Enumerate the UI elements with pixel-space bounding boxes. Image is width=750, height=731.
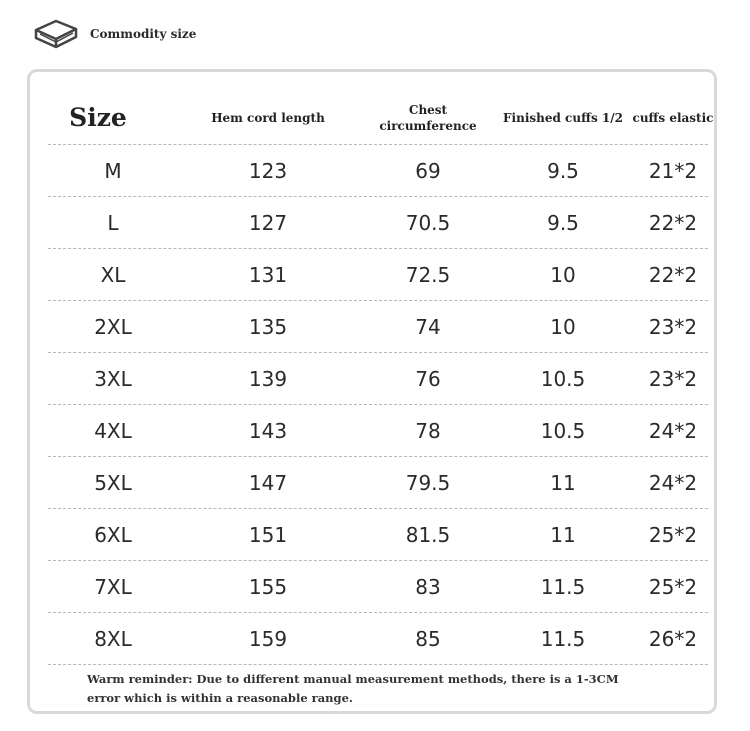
cell-hem-cord-length: 123 <box>248 158 288 183</box>
cell-size: 5XL <box>94 470 132 495</box>
header-cuffs-elastic: cuffs elastic <box>632 111 714 125</box>
cell-finished-cuffs: 10 <box>550 314 576 339</box>
cell-chest-circumference: 70.5 <box>405 210 451 235</box>
cell-chest-circumference: 83 <box>415 574 441 599</box>
cell-finished-cuffs: 10.5 <box>540 418 586 443</box>
table-row <box>48 561 708 613</box>
cell-finished-cuffs: 11 <box>550 522 576 547</box>
header-hem-cord-length: Hem cord length <box>211 111 325 125</box>
table-row <box>48 405 708 457</box>
cell-hem-cord-length: 147 <box>248 470 288 495</box>
table-row <box>48 197 708 249</box>
cell-cuffs-elastic: 22*2 <box>648 262 698 287</box>
size-table <box>48 92 714 665</box>
cell-size: 2XL <box>94 314 132 339</box>
cell-cuffs-elastic: 25*2 <box>648 574 698 599</box>
table-header-row <box>48 92 714 145</box>
header-chest-circumference: Chest circumference <box>379 103 477 133</box>
cell-finished-cuffs: 10.5 <box>540 366 586 391</box>
warm-reminder: Warm reminder: Due to different manual measurement methods, there is a 1-3CM error which is within a reasonable range. <box>87 672 619 705</box>
table-row <box>48 509 708 561</box>
cell-chest-circumference: 79.5 <box>405 470 451 495</box>
cell-cuffs-elastic: 23*2 <box>648 314 698 339</box>
cell-cuffs-elastic: 24*2 <box>648 470 698 495</box>
cell-chest-circumference: 74 <box>415 314 441 339</box>
cell-cuffs-elastic: 24*2 <box>648 418 698 443</box>
table-row <box>48 613 708 665</box>
cell-cuffs-elastic: 22*2 <box>648 210 698 235</box>
size-chart-card <box>27 69 717 714</box>
cell-hem-cord-length: 143 <box>248 418 288 443</box>
cell-chest-circumference: 81.5 <box>405 522 451 547</box>
table-row <box>48 145 708 197</box>
cell-chest-circumference: 85 <box>415 626 441 651</box>
cell-cuffs-elastic: 25*2 <box>648 522 698 547</box>
cell-hem-cord-length: 135 <box>248 314 288 339</box>
table-row <box>48 353 708 405</box>
cell-hem-cord-length: 127 <box>248 210 288 235</box>
cell-finished-cuffs: 9.5 <box>547 158 579 183</box>
header-size: Size <box>69 103 127 132</box>
cell-hem-cord-length: 151 <box>248 522 288 547</box>
cell-size: 7XL <box>94 574 132 599</box>
cell-size: 4XL <box>94 418 132 443</box>
cell-chest-circumference: 78 <box>415 418 441 443</box>
section-title: Commodity size <box>90 27 197 41</box>
cell-size: 6XL <box>94 522 132 547</box>
cell-cuffs-elastic: 26*2 <box>648 626 698 651</box>
cell-hem-cord-length: 139 <box>248 366 288 391</box>
cell-chest-circumference: 72.5 <box>405 262 451 287</box>
cell-size: M <box>104 158 122 183</box>
book-icon <box>32 16 80 52</box>
section-header <box>32 14 196 54</box>
table-row <box>48 457 708 509</box>
cell-hem-cord-length: 159 <box>248 626 288 651</box>
table-row <box>48 301 708 353</box>
cell-finished-cuffs: 11 <box>550 470 576 495</box>
cell-size: 3XL <box>94 366 132 391</box>
cell-finished-cuffs: 11.5 <box>540 626 586 651</box>
cell-hem-cord-length: 155 <box>248 574 288 599</box>
cell-finished-cuffs: 9.5 <box>547 210 579 235</box>
cell-finished-cuffs: 10 <box>550 262 576 287</box>
cell-size: XL <box>100 262 126 287</box>
cell-cuffs-elastic: 23*2 <box>648 366 698 391</box>
cell-size: L <box>107 210 119 235</box>
cell-chest-circumference: 69 <box>415 158 441 183</box>
cell-chest-circumference: 76 <box>415 366 441 391</box>
cell-hem-cord-length: 131 <box>248 262 288 287</box>
cell-cuffs-elastic: 21*2 <box>648 158 698 183</box>
cell-size: 8XL <box>94 626 132 651</box>
table-row <box>48 249 708 301</box>
cell-finished-cuffs: 11.5 <box>540 574 586 599</box>
header-finished-cuffs: Finished cuffs 1/2 <box>503 111 623 125</box>
